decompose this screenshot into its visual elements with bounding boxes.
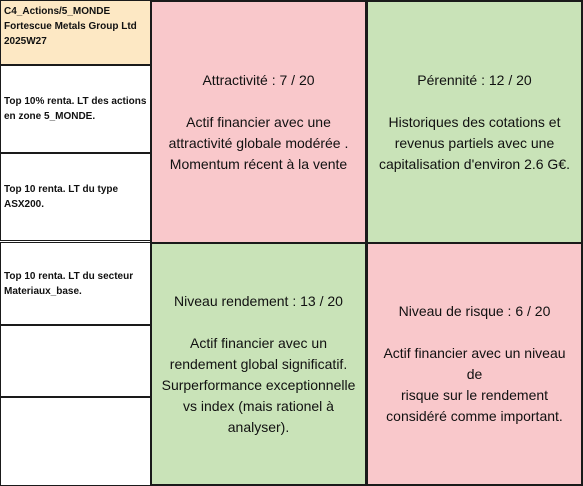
left-row-2 <box>0 153 151 241</box>
left-row-text: Top 10 renta. LT du secteur Materiaux_base. <box>4 270 134 297</box>
rendement-description: Actif financier avec un rendement global significatif. Surperformance exceptionnelle vs index (mais rationel à analyser). <box>161 334 356 435</box>
rendement-card <box>150 242 367 486</box>
attractivite-card <box>150 0 367 244</box>
attractivite-title: Attractivité : 7 / 20 <box>202 71 315 88</box>
perennite-description: Historiques des cotations et revenus partiels avec une capitalisation d'environ 2.6 G€. <box>378 113 570 172</box>
left-row-text: Top 10 renta. LT du type ASX200. <box>4 184 119 210</box>
left-row-4 <box>0 325 151 397</box>
attractivite-description: Actif financier avec une attractivité globale modérée . Momentum récent à la vente <box>168 113 349 172</box>
perennite-title: Pérennité : 12 / 20 <box>417 71 532 88</box>
rendement-title: Niveau rendement : 13 / 20 <box>174 292 343 309</box>
left-row-text: Top 10% renta. LT des actions en zone 5_MONDE. <box>4 96 147 122</box>
left-row-3 <box>0 242 151 325</box>
header-category: C4_Actions/5_MONDE <box>4 6 111 17</box>
risque-description: Actif financier avec un niveau de risque sur le rendement considéré comme important. <box>383 345 566 424</box>
left-row-1 <box>0 65 151 153</box>
risque-card <box>366 242 583 486</box>
left-row-5 <box>0 397 151 486</box>
risque-title: Niveau de risque : 6 / 20 <box>398 303 551 319</box>
header-cell <box>0 0 151 65</box>
header-company: Fortescue Metals Group Ltd <box>4 21 137 32</box>
perennite-card <box>366 0 583 244</box>
header-week: 2025W27 <box>4 36 47 47</box>
